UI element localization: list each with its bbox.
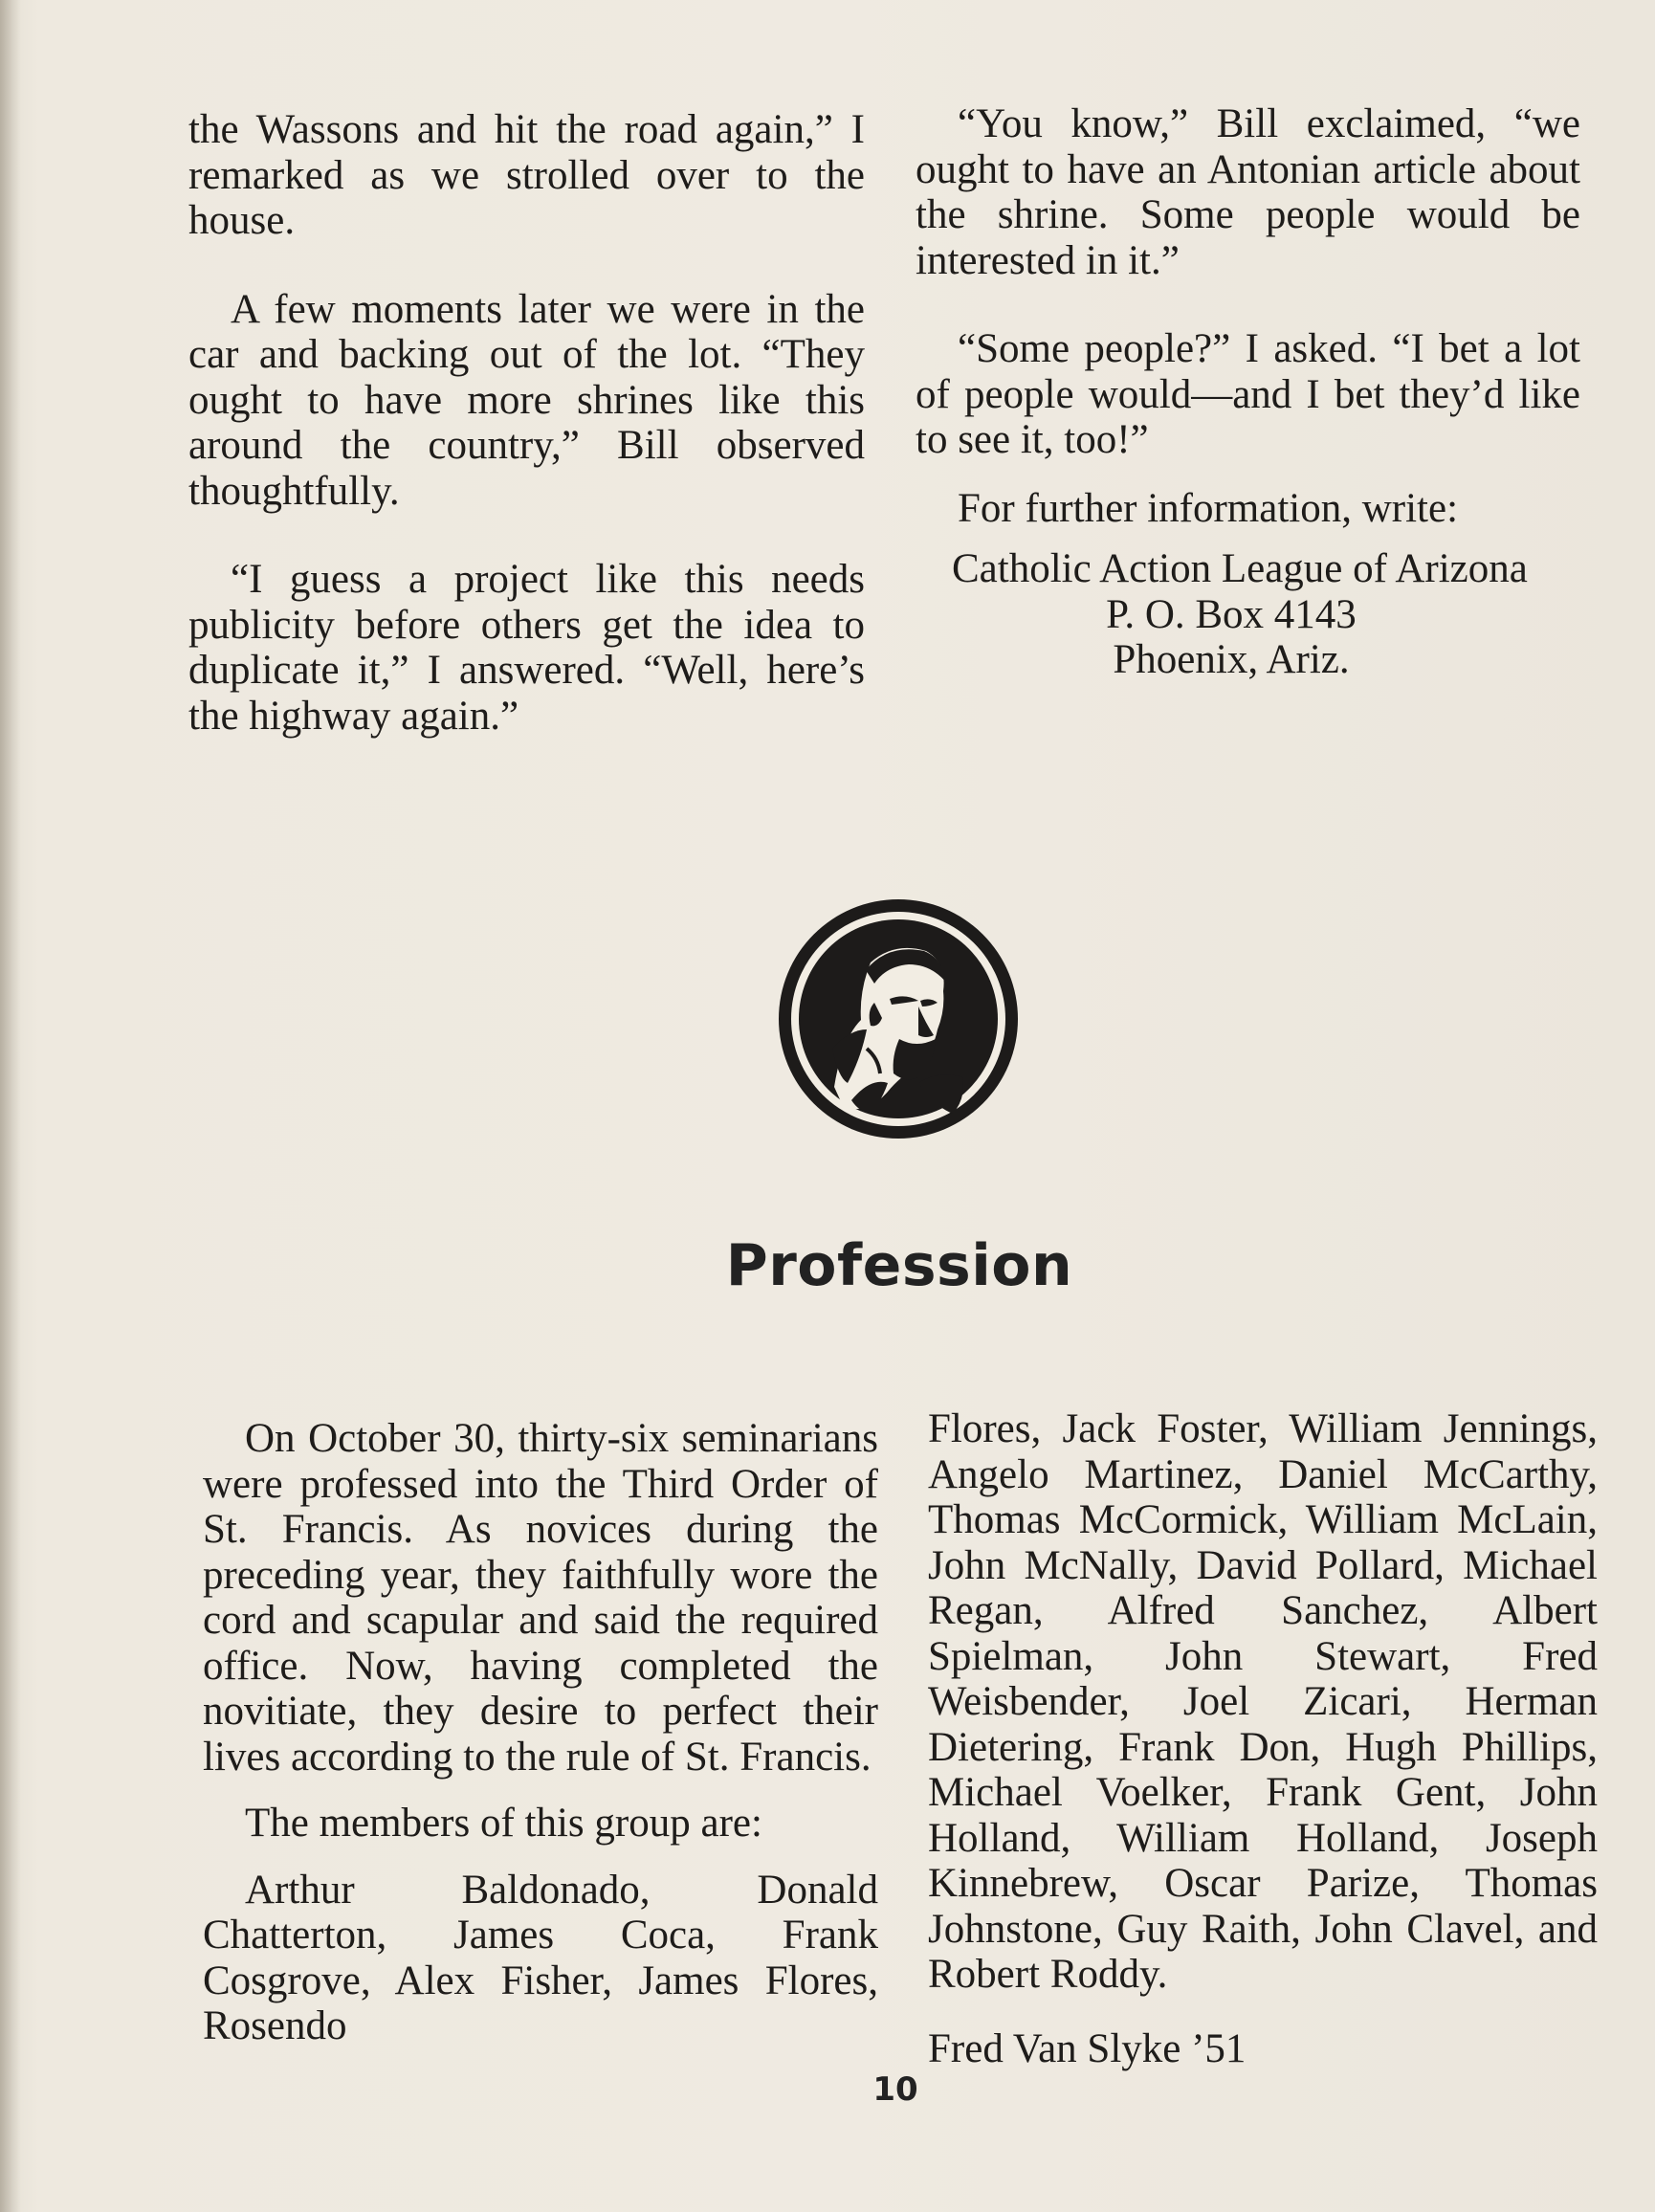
profession-column-left — [203, 1416, 878, 2049]
address-organization: Catholic Action League of Arizona — [952, 546, 1528, 591]
address-city: Phoenix, Ariz. — [1113, 637, 1350, 682]
article-paragraph: the Wassons and hit the road again,” I remarked as we strolled over to the house. — [188, 107, 865, 243]
article-paragraph: A few moments later we were in the car and backing out of the lot. “They ought to have more shrines like this around the country,” Bill observed thoughtfully. — [188, 286, 865, 514]
author-signature: Fred Van Slyke ’51 — [928, 2025, 1247, 2071]
members-intro: The members of this group are: — [245, 1801, 762, 1846]
page-number: 10 — [872, 2070, 918, 2109]
article-column-right — [916, 101, 1580, 683]
binding-shadow — [0, 0, 21, 2212]
contact-intro: For further information, write: — [958, 485, 1459, 531]
members-list: Arthur Baldonado, Donald Chatterton, James Coca, Frank Cosgrove, Alex Fisher, James Flores, Rosendo — [203, 1867, 878, 2048]
article-paragraph: “I guess a project like this needs publicity before others get the idea to duplicate it,” I answered. “Well, here’s the highway again.” — [188, 557, 865, 739]
members-list-continued: Flores, Jack Foster, William Jennings, Angelo Martinez, Daniel McCarthy, Thomas McCormick, William McLain, John McNally, David Pollard, Michael Regan, Alfred Sanchez, Albert Spielman, John Stewart, Fred Weisbender, Joel Zicari, Herman Dietering, Frank Don, Hugh Phillips, Michael Voelker, Frank Gent, John Holland, William Holland, Joseph Kinnebrew, Oscar Parize, Thomas Johnstone, Guy Raith, John Clavel, and Robert Roddy. — [928, 1406, 1598, 1997]
article-paragraph: “Some people?” I asked. “I bet a lot of people would—and I bet they’d like to see it, too!” — [916, 326, 1580, 462]
section-heading: Profession — [725, 1232, 1073, 1299]
article-paragraph: “You know,” Bill exclaimed, “we ought to have an Antonian article about the shrine. Some people would be interested in it.” — [916, 101, 1580, 283]
contact-address — [916, 546, 1580, 683]
article-paragraph: On October 30, thirty-six seminarians were professed into the Third Order of St. Francis. As novices during the preceding year, they faithfully wore the cord and scapular and said the required office. Now, having completed the novitiate, they desire to perfect their lives according to the rule of St. Francis. — [203, 1416, 878, 1780]
address-po-box: P. O. Box 4143 — [1106, 591, 1357, 637]
article-column-left — [188, 107, 865, 739]
st-francis-portrait-icon — [775, 896, 1022, 1142]
profession-column-right — [928, 1406, 1598, 2071]
